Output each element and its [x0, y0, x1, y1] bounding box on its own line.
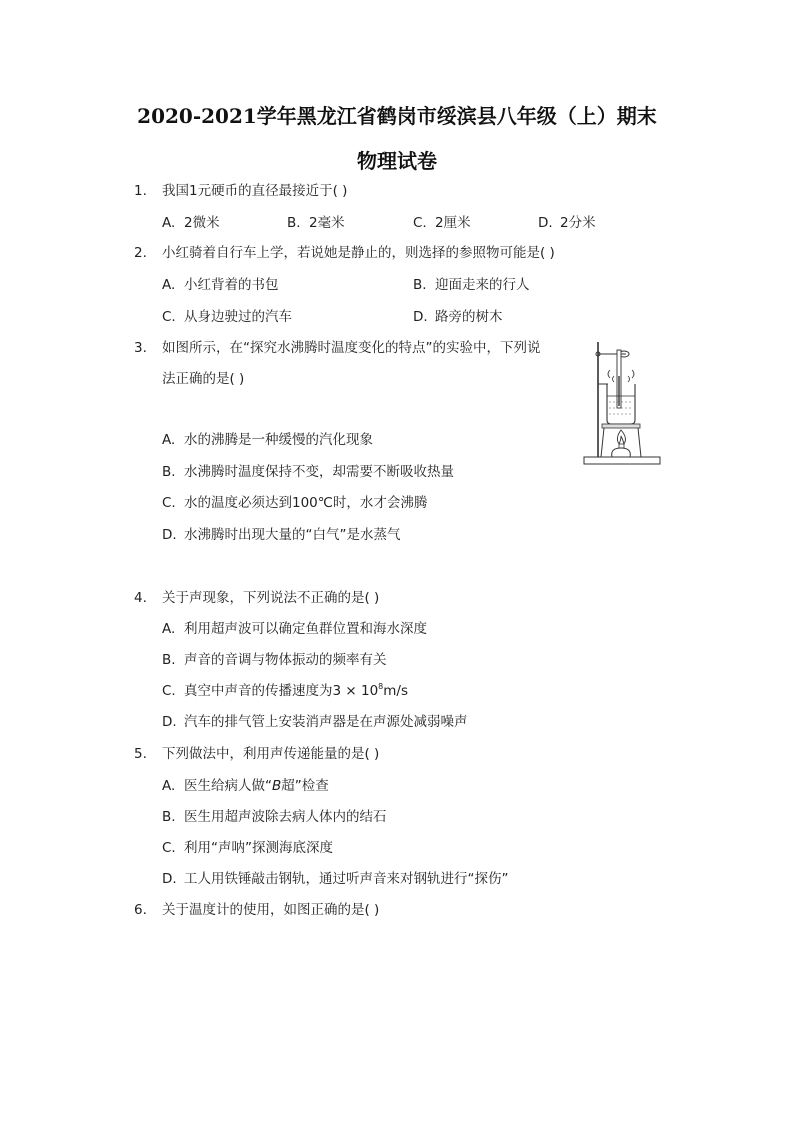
option-5a [162, 776, 329, 796]
option-text: 医生用超声波除去病人体内的结石 [184, 809, 387, 825]
option-2c [162, 307, 292, 327]
question-stem: 关于声现象，下列说法不正确的是( ) [162, 590, 380, 606]
option-letter: A. [162, 621, 176, 637]
question-stem: 下列做法中，利用声传递能量的是( ) [162, 746, 380, 762]
question-number: 5. [134, 746, 147, 762]
option-text-after: m/s [383, 683, 408, 699]
option-text: 利用超声波可以确定鱼群位置和海水深度 [184, 621, 427, 637]
option-letter: D. [162, 871, 177, 887]
option-text-before: 真空中声音的传播速度为3 × 10 [184, 683, 379, 699]
option-letter: B. [413, 277, 427, 293]
option-text: 利用“声呐”探测海底深度 [184, 840, 333, 856]
option-1b [287, 213, 345, 233]
question-number: 6. [134, 902, 147, 918]
option-text: 2微米 [184, 215, 220, 231]
question-stem: 关于温度计的使用，如图正确的是( ) [162, 902, 380, 918]
option-2d [413, 307, 503, 327]
option-text-after: 超”检查 [281, 778, 329, 794]
question-number: 4. [134, 590, 147, 606]
option-letter: A. [162, 215, 176, 231]
option-text: 水沸腾时出现大量的“白气”是水蒸气 [184, 527, 401, 543]
exponent: 8 [378, 682, 384, 691]
option-text: 汽车的排气管上安装消声器是在声源处减弱噪声 [184, 714, 468, 730]
option-1d [538, 213, 596, 233]
option-3d [162, 525, 401, 545]
question-stem-line2: 法正确的是( ) [162, 371, 245, 387]
option-letter: A. [162, 778, 176, 794]
option-4a [162, 619, 427, 639]
option-letter: A. [162, 432, 176, 448]
option-text: 路旁的树木 [435, 309, 503, 325]
page-subtitle: 物理试卷 [357, 149, 437, 173]
option-text: 2分米 [560, 215, 596, 231]
question-number: 2. [134, 245, 147, 261]
question-number: 1. [134, 183, 147, 199]
option-text: 2毫米 [309, 215, 345, 231]
option-4b [162, 650, 387, 670]
option-letter: C. [162, 309, 176, 325]
option-text: 水沸腾时温度保持不变，却需要不断吸收热量 [184, 464, 454, 480]
option-letter: D. [413, 309, 428, 325]
option-letter: D. [538, 215, 553, 231]
option-letter: D. [162, 714, 177, 730]
option-text: 水的沸腾是一种缓慢的汽化现象 [184, 432, 373, 448]
option-5b [162, 807, 387, 827]
question-stem-line1: 如图所示，在“探究水沸腾时温度变化的特点”的实验中，下列说 [162, 340, 541, 356]
option-text: 2厘米 [435, 215, 471, 231]
option-text-before: 医生给病人做“ [184, 778, 272, 794]
option-text: 从身边驶过的汽车 [184, 309, 292, 325]
option-text: 小红背着的书包 [184, 277, 279, 293]
question-stem: 我国1元硬币的直径最接近于( ) [162, 183, 348, 199]
option-letter: B. [162, 809, 176, 825]
option-letter: C. [413, 215, 427, 231]
option-text: 迎面走来的行人 [435, 277, 530, 293]
option-1a [162, 213, 220, 233]
option-letter: C. [162, 495, 176, 511]
option-3c [162, 493, 427, 513]
italic-letter: B [272, 778, 282, 794]
boiling-water-apparatus-figure [574, 336, 666, 468]
option-4c [162, 681, 408, 701]
option-5c [162, 838, 333, 858]
option-2b [413, 275, 530, 295]
option-letter: C. [162, 683, 176, 699]
page-title: 2020-2021学年黑龙江省鹤岗市绥滨县八年级（上）期末 [137, 104, 657, 128]
option-1c [413, 213, 471, 233]
option-letter: D. [162, 527, 177, 543]
option-letter: B. [287, 215, 301, 231]
option-2a [162, 275, 279, 295]
option-text: 声音的音调与物体振动的频率有关 [184, 652, 387, 668]
option-3b [162, 462, 454, 482]
option-text: 工人用铁锤敲击钢轨，通过听声音来对钢轨进行“探伤” [184, 871, 509, 887]
option-text: 水的温度必须达到100℃时，水才会沸腾 [184, 495, 428, 511]
option-letter: C. [162, 840, 176, 856]
option-letter: A. [162, 277, 176, 293]
option-letter: B. [162, 652, 176, 668]
question-number: 3. [134, 340, 147, 356]
option-4d [162, 712, 468, 732]
option-5d [162, 869, 509, 889]
question-stem: 小红骑着自行车上学，若说她是静止的，则选择的参照物可能是( ) [162, 245, 555, 261]
option-3a [162, 430, 373, 450]
option-letter: B. [162, 464, 176, 480]
